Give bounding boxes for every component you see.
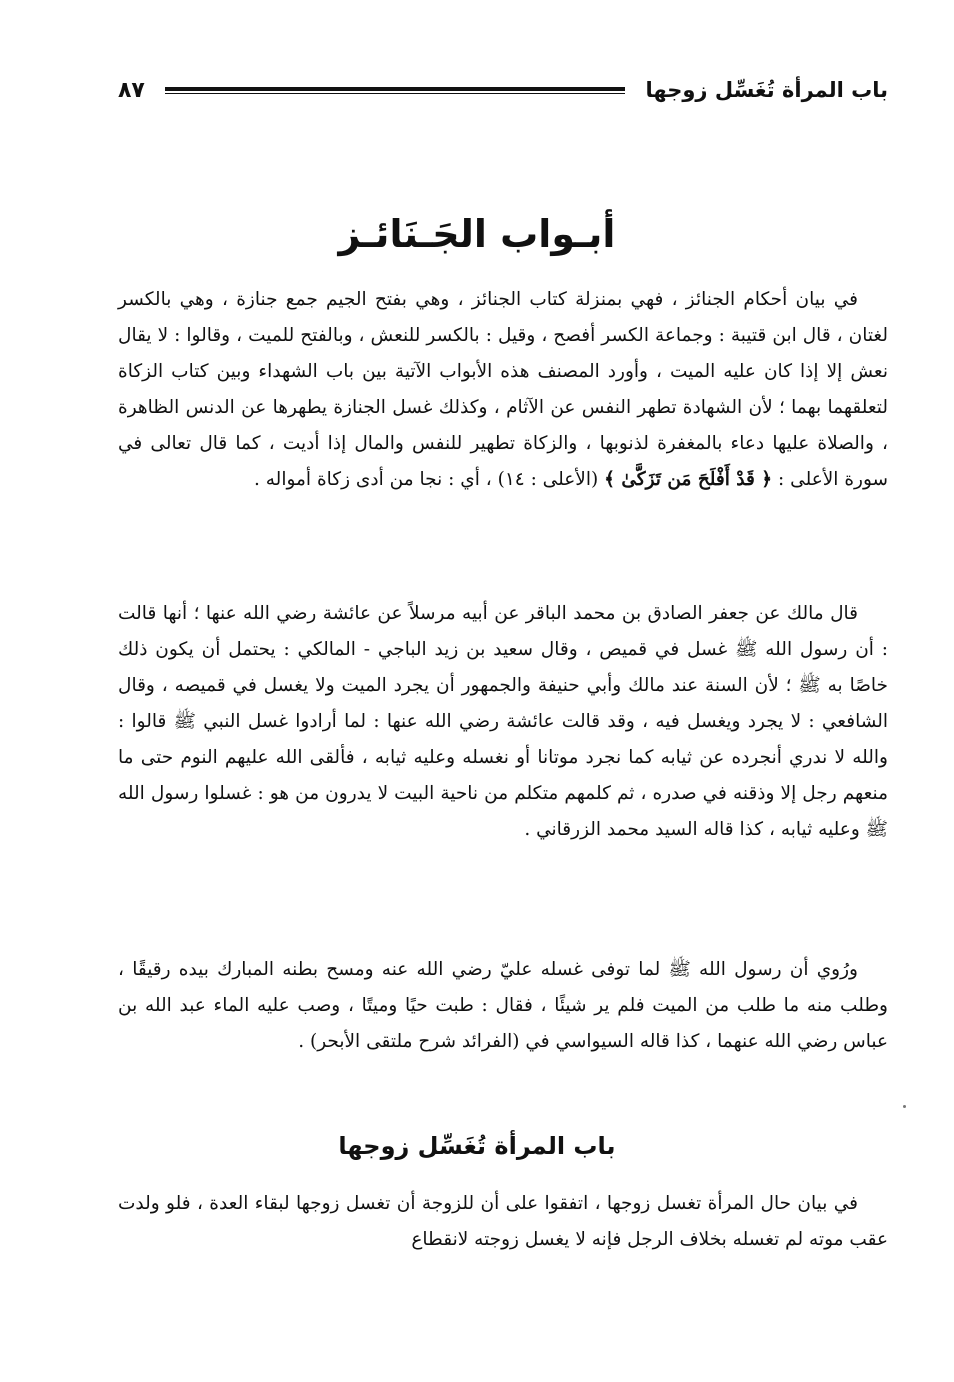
chapter-title: أبـواب الجَـنَائـز — [338, 212, 616, 256]
paragraph-text: ورُوي أن رسول الله ﷺ لما توفى غسله عليّ رضي الله عنه ومسح بطنه المبارك بيده رقيقًا ، وطلب منه ما طلب من الميت فلم ير شيئًا ، فقال : طبت حيًا وميتًا ، وصب عليه الماء عبد الله بن عباس رضي الله عنهما ، كذا قاله السيواسي في (الفرائد شرح ملتقى الأبحر) . — [118, 959, 888, 1052]
paragraph-text: في بيان حال المرأة تغسل زوجها ، اتفقوا على أن للزوجة أن تغسل زوجها لبقاء العدة ، فلو ولدت عقب موته لم تغسله بخلاف الرجل فإنه لا يغسل زوجته لانقطاع — [118, 1193, 888, 1250]
section-heading: باب المرأة تُغَسِّل زوجها — [338, 1132, 616, 1160]
paragraph-text-end: (الأعلى : ١٤) ، أي : نجا من أدى زكاة أمواله . — [254, 469, 599, 490]
paragraph-funerals-intro — [118, 282, 888, 498]
paragraph-wife-washing — [118, 1186, 888, 1258]
paragraph-ali-narration — [118, 952, 888, 1060]
header-rule — [165, 87, 626, 94]
quran-verse: ﴿ قَدْ أَفْلَحَ مَن تَزَكَّىٰ ﴾ — [604, 469, 773, 490]
paragraph-malik-narration — [118, 596, 888, 848]
margin-mark — [903, 1105, 906, 1108]
page-number: ٨٧ — [118, 77, 145, 103]
paragraph-text: قال مالك عن جعفر الصادق بن محمد الباقر عن أبيه مرسلاً عن عائشة رضي الله عنها ؛ أنها قالت : أن رسول الله ﷺ غسل في قميص ، وقال سعيد بن زيد الباجي - المالكي : يحتمل أن يكون ذلك خاصًا به ﷺ ؛ لأن السنة عند مالك وأبي حنيفة والجمهور أن يجرد الميت ولا يغسل في قميصه ، وقال الشافعي : لا يجرد ويغسل فيه ، وقد قالت عائشة رضي الله عنها : لما أرادوا غسل النبي ﷺ قالوا : والله لا ندري أنجرده عن ثيابه كما نجرد موتانا أو نغسله وعليه ثيابه ، فألقى الله عليهم النوم حتى ما منعهم رجل إلا وذقنه في صدره ، ثم كلمهم متكلم من ناحية البيت لا يدرون من هو : غسلوا رسول الله ﷺ وعليه ثيابه ، كذا قاله السيد محمد الزرقاني . — [118, 603, 888, 840]
running-title: باب المرأة تُغَسِّل زوجها — [645, 78, 888, 102]
paragraph-text: في بيان أحكام الجنائز ، فهي بمنزلة كتاب الجنائز ، وهي بفتح الجيم جمع جنازة ، وهي بالكسر لغتان ، قال ابن قتيبة : وجماعة الكسر أفصح ، وقيل : بالكسر للنعش ، وبالفتح للميت ، وقالوا : لا يقال نعش إلا إذا كان عليه الميت ، وأورد المصنف هذه الأبواب الآتية بين باب الشهداء وبين كتاب الزكاة لتعلقهما بهما ؛ لأن الشهادة تطهر النفس عن الآثام ، وكذلك غسل الجنازة يطهرها عن الدنس الظاهرة ، والصلاة عليها دعاء بالمغفرة لذنوبها ، والزكاة تطهير للنفس والمال إذا أديت ، كما قال تعالى في سورة الأعلى : — [118, 289, 888, 490]
running-header — [118, 70, 888, 110]
